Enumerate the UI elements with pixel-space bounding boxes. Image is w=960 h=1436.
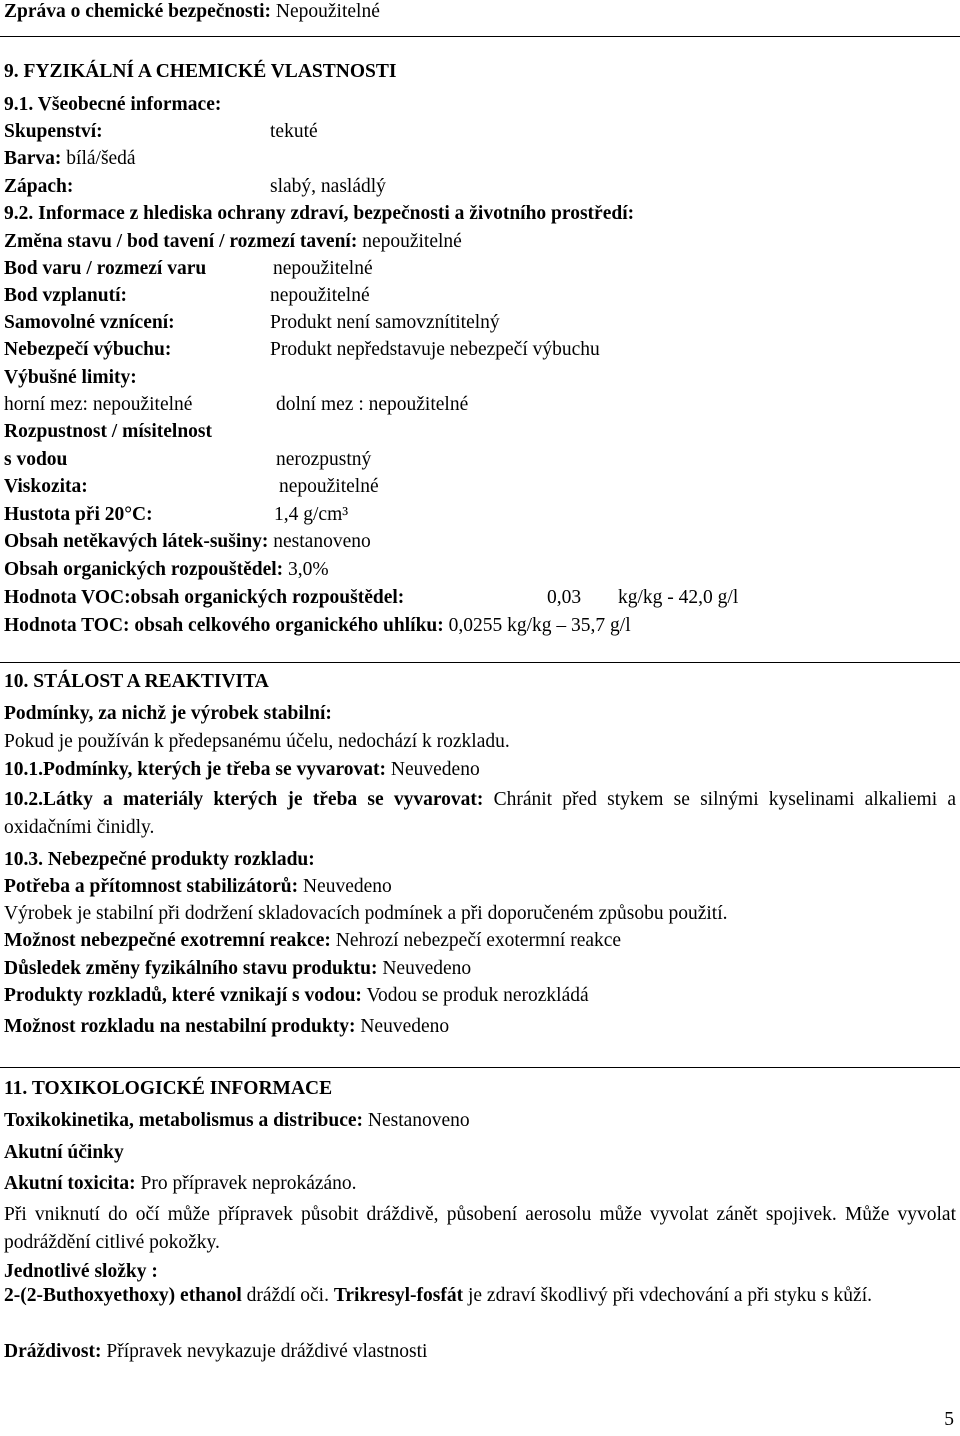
samovolne-value: Produkt není samovznítitelný bbox=[270, 312, 500, 333]
vzplanuti-label: Bod vzplanutí: bbox=[4, 285, 127, 306]
rozpoustedla-label: Obsah organických rozpouštědel: bbox=[4, 559, 284, 580]
voc-row bbox=[4, 587, 739, 612]
skupenstvi-row bbox=[4, 121, 318, 146]
drazdivost-value: Přípravek nevykazuje dráždivé vlastnosti bbox=[106, 1341, 428, 1362]
meze-row bbox=[4, 394, 469, 419]
slozky-paragraph bbox=[4, 1282, 956, 1310]
samovolne-row bbox=[4, 312, 500, 337]
tcp-text: je zdraví škodlivý při vdechování a při styku s kůží. bbox=[467, 1285, 872, 1306]
dusledek-row bbox=[4, 959, 471, 983]
varu-value: nepoužitelné bbox=[273, 258, 373, 279]
section-11-title: 11. TOXIKOLOGICKÉ INFORMACE bbox=[4, 1078, 333, 1099]
toc-row bbox=[4, 616, 631, 640]
tcp-label: Trikresyl-fosfát bbox=[333, 1285, 464, 1306]
page-number: 5 bbox=[944, 1409, 954, 1430]
moznost-value: Neuvedeno bbox=[360, 1016, 450, 1037]
s103-label: 10.3. Nebezpečné produkty rozkladu: bbox=[4, 849, 315, 870]
bue-label: 2-(2-Buthoxyethoxy) ethanol bbox=[4, 1285, 242, 1306]
podminky-text: Pokud je používán k předepsanému účelu, nedochází k rozkladu. bbox=[4, 731, 510, 752]
skupenstvi-value: tekuté bbox=[270, 121, 318, 142]
zmena-label: Změna stavu / bod tavení / rozmezí tavení: bbox=[4, 231, 358, 252]
vodou-value: nerozpustný bbox=[276, 449, 372, 470]
drazdivost-row bbox=[4, 1342, 427, 1366]
zmena-row bbox=[4, 232, 462, 256]
s102-paragraph bbox=[4, 786, 956, 842]
dusledek-label: Důsledek změny fyzikálního stavu produktu: bbox=[4, 958, 378, 979]
voc-value-1: 0,03 bbox=[547, 587, 582, 608]
varu-row bbox=[4, 258, 373, 283]
exo-label: Možnost nebezpečné exotremní reakce: bbox=[4, 930, 331, 951]
s101-value: Neuvedeno bbox=[390, 759, 480, 780]
oci-paragraph: Při vniknutí do očí může přípravek působit dráždivě, působení aerosolu může vyvolat zánět spojivek. Může vyvolat podráždění citlivé pokožky. bbox=[4, 1204, 956, 1253]
produkty-row bbox=[4, 986, 589, 1010]
exo-row bbox=[4, 931, 621, 955]
horni-value: nepoužitelné bbox=[92, 394, 193, 415]
vzplanuti-row bbox=[4, 285, 370, 310]
header-value: Nepoužitelné bbox=[275, 1, 380, 22]
s101-row bbox=[4, 760, 480, 784]
viskozita-label: Viskozita: bbox=[4, 476, 88, 497]
vzplanuti-value: nepoužitelné bbox=[270, 285, 370, 306]
viskozita-row bbox=[4, 476, 379, 501]
susiny-row bbox=[4, 532, 371, 556]
moznost-label: Možnost rozkladu na nestabilní produkty: bbox=[4, 1016, 356, 1037]
hustota-label: Hustota při 20°C: bbox=[4, 504, 153, 525]
viskozita-value: nepoužitelné bbox=[279, 476, 379, 497]
divider bbox=[0, 36, 960, 37]
susiny-label: Obsah netěkavých látek-sušiny: bbox=[4, 531, 269, 552]
rozpustnost-label: Rozpustnost / mísitelnost bbox=[4, 421, 213, 442]
voc-label: Hodnota VOC:obsah organických rozpouštědel: bbox=[4, 587, 405, 608]
hustota-row bbox=[4, 504, 349, 529]
rozpoustedla-row bbox=[4, 560, 329, 584]
potreba-row bbox=[4, 877, 392, 901]
toxi-row bbox=[4, 1111, 470, 1135]
toc-value: 0,0255 kg/kg – 35,7 g/l bbox=[448, 615, 631, 636]
samovolne-label: Samovolné vznícení: bbox=[4, 312, 175, 333]
dolni-label: dolní mez : bbox=[276, 394, 364, 415]
podminky-label: Podmínky, za nichž je výrobek stabilní: bbox=[4, 703, 332, 724]
voc-value-2: kg/kg - 42,0 g/l bbox=[618, 587, 739, 608]
dolni-value: nepoužitelné bbox=[368, 394, 469, 415]
produkty-label: Produkty rozkladů, které vznikají s vodou: bbox=[4, 985, 362, 1006]
divider bbox=[0, 662, 960, 663]
potreba-label: Potřeba a přítomnost stabilizátorů: bbox=[4, 876, 299, 897]
horni-label: horní mez: bbox=[4, 394, 88, 415]
divider bbox=[0, 1067, 960, 1068]
report-header bbox=[4, 2, 380, 26]
barva-row bbox=[4, 149, 136, 173]
vybuchu-value: Produkt nepředstavuje nebezpečí výbuchu bbox=[270, 339, 600, 360]
header-label: Zpráva o chemické bezpečnosti: bbox=[4, 1, 272, 22]
vybuchu-row bbox=[4, 339, 600, 364]
section-10-title: 10. STÁLOST A REAKTIVITA bbox=[4, 671, 269, 692]
varu-label: Bod varu / rozmezí varu bbox=[4, 258, 207, 279]
toc-label: Hodnota TOC: obsah celkového organického uhlíku: bbox=[4, 615, 444, 636]
toxicita-label: Akutní toxicita: bbox=[4, 1173, 136, 1194]
limity-label: Výbušné limity: bbox=[4, 367, 137, 388]
moznost-row bbox=[4, 1017, 449, 1041]
dolni-mez bbox=[276, 395, 468, 415]
toxicita-value: Pro přípravek neprokázáno. bbox=[140, 1173, 357, 1194]
vybuchu-label: Nebezpečí výbuchu: bbox=[4, 339, 172, 360]
s102-value: Chránit před stykem se silnými kyselinami alkaliemi a oxidačními činidly. bbox=[4, 789, 956, 838]
bue-text: dráždí oči. bbox=[246, 1285, 329, 1306]
slozky-label: Jednotlivé složky : bbox=[4, 1261, 158, 1282]
zmena-value: nepoužitelné bbox=[362, 231, 462, 252]
susiny-value: nestanoveno bbox=[273, 531, 371, 552]
zapach-label: Zápach: bbox=[4, 176, 74, 197]
potreba-value: Neuvedeno bbox=[302, 876, 392, 897]
produkty-value: Vodou se produk nerozkládá bbox=[366, 985, 589, 1006]
section-9-1-title: 9.1. Všeobecné informace: bbox=[4, 94, 222, 115]
barva-value: bílá/šedá bbox=[66, 148, 136, 169]
dusledek-value: Neuvedeno bbox=[382, 958, 472, 979]
hustota-value: 1,4 g/cm³ bbox=[274, 504, 349, 525]
s102-label: 10.2.Látky a materiály kterých je třeba se vyvarovat: bbox=[4, 789, 484, 810]
vodou-label: s vodou bbox=[4, 449, 68, 470]
section-9-2-title: 9.2. Informace z hlediska ochrany zdraví, bezpečnosti a životního prostředí: bbox=[4, 203, 635, 224]
akutni-ucinky: Akutní účinky bbox=[4, 1142, 124, 1163]
skupenstvi-label: Skupenství: bbox=[4, 121, 103, 142]
zapach-row bbox=[4, 176, 386, 201]
drazdivost-label: Dráždivost: bbox=[4, 1341, 102, 1362]
section-9-title: 9. FYZIKÁLNÍ A CHEMICKÉ VLASTNOSTI bbox=[4, 61, 397, 82]
stabilni-text: Výrobek je stabilní při dodržení skladovacích podmínek a při doporučeném způsobu použití. bbox=[4, 903, 728, 924]
toxicita-row bbox=[4, 1174, 357, 1198]
s101-label: 10.1.Podmínky, kterých je třeba se vyvarovat: bbox=[4, 759, 387, 780]
exo-value: Nehrozí nebezpečí exotermní reakce bbox=[335, 930, 622, 951]
toxi-label: Toxikokinetika, metabolismus a distribuce: bbox=[4, 1110, 363, 1131]
zapach-value: slabý, nasládlý bbox=[270, 176, 386, 197]
barva-label: Barva: bbox=[4, 148, 62, 169]
rozpoustedla-value: 3,0% bbox=[288, 559, 329, 580]
toxi-value: Nestanoveno bbox=[367, 1110, 470, 1131]
vodou-row bbox=[4, 449, 372, 474]
